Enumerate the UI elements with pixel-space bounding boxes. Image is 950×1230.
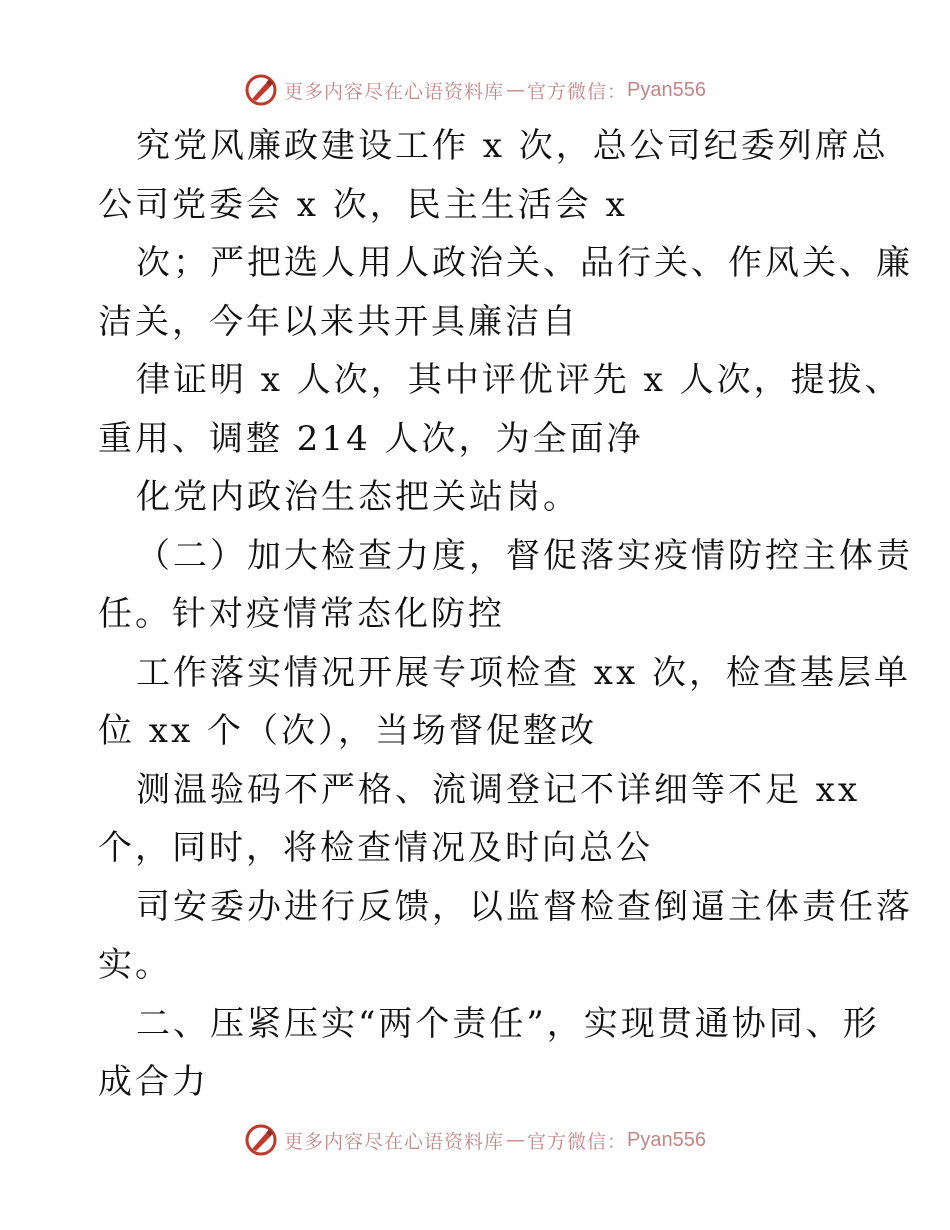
watermark-wechat-label: 官方微信：	[527, 80, 628, 103]
pen-logo-icon	[244, 1123, 278, 1157]
body-line: 测温验码不严格、流调登记不详细等不足 xx	[136, 770, 861, 810]
watermark-banner-bottom	[0, 1120, 950, 1160]
body-line: 司安委办进行反馈，以监督检查倒逼主体责任落	[136, 887, 913, 927]
body-line: 洁关，今年以来共开具廉洁自	[98, 302, 579, 342]
watermark-banner-top	[0, 70, 950, 110]
watermark-dash: —	[506, 79, 526, 101]
body-line: 重用、调整 214 人次，为全面净	[98, 419, 644, 459]
body-line: 二、压紧压实“两个责任”，实现贯通协同、形	[136, 1004, 880, 1044]
watermark-wechat-label: 官方微信：	[527, 1130, 628, 1153]
body-line: 究党风廉政建设工作 x 次，总公司纪委列席总	[136, 126, 889, 166]
body-line: 公司党委会 x 次，民主生活会 x	[98, 185, 628, 225]
body-line: 化党内政治生态把关站岗。	[136, 477, 580, 517]
body-line: 位 xx 个（次），当场督促整改	[98, 711, 597, 751]
body-line: 次；严把选人用人政治关、品行关、作风关、廉	[136, 243, 913, 283]
watermark-dash: —	[506, 1129, 526, 1151]
body-line: 任。针对疫情常态化防控	[98, 594, 505, 634]
watermark-text: 更多内容尽在心语资料库	[284, 1130, 505, 1153]
watermark-wechat-id: Pyan556	[627, 78, 706, 101]
watermark-wechat-id: Pyan556	[627, 1128, 706, 1151]
watermark-text: 更多内容尽在心语资料库	[284, 80, 505, 103]
body-line: 律证明 x 人次，其中评优评先 x 人次，提拔、	[136, 360, 902, 400]
body-line: 个，同时，将检查情况及时向总公	[98, 828, 653, 868]
body-line: （二）加大检查力度，督促落实疫情防控主体责	[136, 536, 913, 576]
body-line: 实。	[98, 945, 172, 985]
body-line: 成合力	[98, 1062, 209, 1102]
pen-logo-icon	[244, 73, 278, 107]
body-line: 工作落实情况开展专项检查 xx 次，检查基层单	[136, 653, 911, 693]
